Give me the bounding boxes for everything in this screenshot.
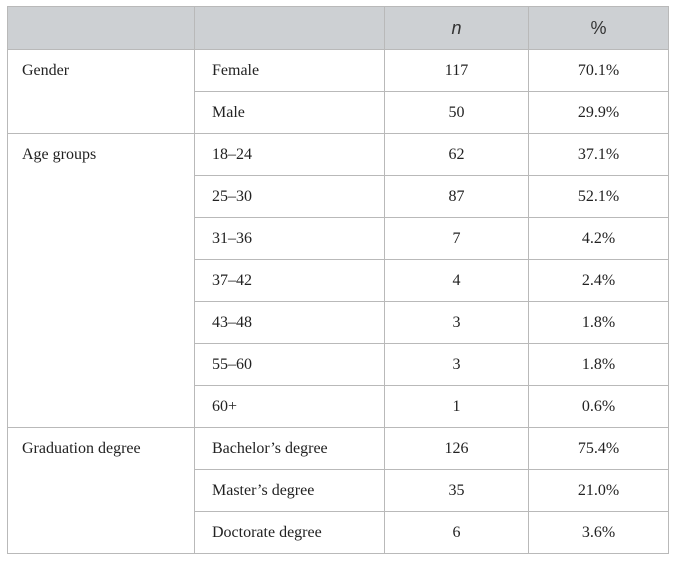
- row-percent: 3.6%: [529, 512, 669, 554]
- row-count: 50: [385, 92, 529, 134]
- row-count: 3: [385, 344, 529, 386]
- row-percent: 52.1%: [529, 176, 669, 218]
- table-header: [8, 7, 669, 50]
- row-label: 25–30: [195, 176, 385, 218]
- row-percent: 37.1%: [529, 134, 669, 176]
- table-body: [8, 50, 669, 554]
- row-percent: 4.2%: [529, 218, 669, 260]
- row-label: 55–60: [195, 344, 385, 386]
- header-item-cell: [195, 7, 385, 50]
- group-label-age: Age groups: [8, 134, 195, 428]
- row-percent: 1.8%: [529, 344, 669, 386]
- header-group-cell: [8, 7, 195, 50]
- header-row: [8, 7, 669, 50]
- demographics-table: [7, 6, 669, 554]
- row-label: Bachelor’s degree: [195, 428, 385, 470]
- group-label-gender: Gender: [8, 50, 195, 134]
- row-count: 126: [385, 428, 529, 470]
- row-count: 87: [385, 176, 529, 218]
- row-label: Female: [195, 50, 385, 92]
- row-percent: 75.4%: [529, 428, 669, 470]
- header-percent: %: [529, 7, 669, 50]
- row-label: Master’s degree: [195, 470, 385, 512]
- row-percent: 0.6%: [529, 386, 669, 428]
- row-count: 7: [385, 218, 529, 260]
- row-percent: 70.1%: [529, 50, 669, 92]
- row-count: 6: [385, 512, 529, 554]
- row-label: Doctorate degree: [195, 512, 385, 554]
- row-percent: 21.0%: [529, 470, 669, 512]
- row-count: 35: [385, 470, 529, 512]
- row-percent: 2.4%: [529, 260, 669, 302]
- row-count: 4: [385, 260, 529, 302]
- row-count: 62: [385, 134, 529, 176]
- table-row: [8, 428, 669, 470]
- row-count: 3: [385, 302, 529, 344]
- row-count: 117: [385, 50, 529, 92]
- header-n: n: [385, 7, 529, 50]
- row-count: 1: [385, 386, 529, 428]
- row-label: 60+: [195, 386, 385, 428]
- row-label: 18–24: [195, 134, 385, 176]
- row-percent: 1.8%: [529, 302, 669, 344]
- table-row: [8, 50, 669, 92]
- table-row: [8, 134, 669, 176]
- row-label: Male: [195, 92, 385, 134]
- row-percent: 29.9%: [529, 92, 669, 134]
- group-label-graduation: Graduation degree: [8, 428, 195, 554]
- row-label: 37–42: [195, 260, 385, 302]
- row-label: 43–48: [195, 302, 385, 344]
- row-label: 31–36: [195, 218, 385, 260]
